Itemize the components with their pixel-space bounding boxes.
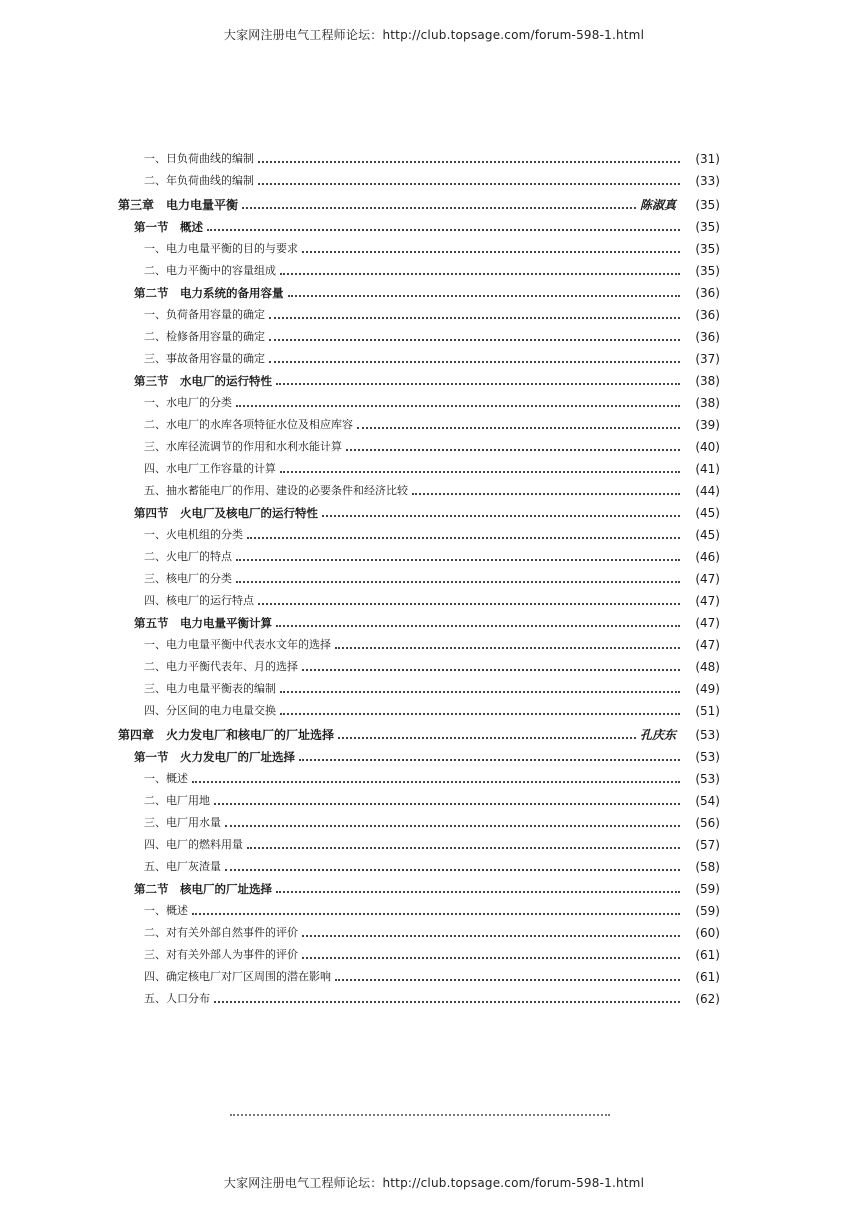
- dot-leader: [192, 907, 680, 915]
- toc-entry-title: 第二节 电力系统的备用容量: [134, 286, 284, 300]
- toc-entry-item: [118, 454, 720, 476]
- toc-entry-title: 五、电厂灰渣量: [144, 860, 221, 873]
- toc-entry-page-number: (49): [695, 682, 720, 696]
- toc-entry-section: [118, 874, 720, 896]
- toc-entry-item: [118, 786, 720, 808]
- toc-entry-item: [118, 476, 720, 498]
- toc-entry-section: [118, 608, 720, 630]
- toc-entry-item: [118, 144, 720, 166]
- toc-entry-page-number: (40): [695, 440, 720, 454]
- toc-entry-title: 五、抽水蓄能电厂的作用、建设的必要条件和经济比较: [144, 484, 408, 497]
- toc-entry-title: 第四章 火力发电厂和核电厂的厂址选择: [118, 728, 335, 742]
- toc-entry-page-number: (37): [695, 352, 720, 366]
- toc-entry-title: 三、电力电量平衡表的编制: [144, 682, 276, 695]
- toc-entry-page-number: (51): [695, 704, 720, 718]
- toc-entry-title: 三、对有关外部人为事件的评价: [144, 948, 298, 961]
- toc-entry-page-number: (47): [695, 594, 720, 608]
- toc-entry-item: [118, 984, 720, 1006]
- toc-entry-item: [118, 410, 720, 432]
- toc-entry-page-number: (35): [695, 264, 720, 278]
- toc-entry-page-number: (48): [695, 660, 720, 674]
- dot-leader: [280, 465, 680, 473]
- toc-entry-page-number: (56): [695, 816, 720, 830]
- toc-entry-item: [118, 896, 720, 918]
- toc-entry-item: [118, 256, 720, 278]
- dot-leader: [225, 819, 680, 827]
- dot-leader: [258, 177, 680, 185]
- dot-leader: [299, 753, 680, 761]
- table-of-contents: [118, 144, 720, 1006]
- toc-entry-title: 四、电厂的燃料用量: [144, 838, 243, 851]
- dot-leader: [335, 973, 680, 981]
- toc-entry-page-number: (57): [695, 838, 720, 852]
- toc-entry-item: [118, 764, 720, 786]
- dot-leader: [242, 201, 636, 209]
- toc-entry-item: [118, 542, 720, 564]
- toc-entry-section: [118, 498, 720, 520]
- toc-entry-page-number: (53): [695, 772, 720, 786]
- toc-entry-page-number: (53): [695, 728, 720, 742]
- toc-entry-title: 二、检修备用容量的确定: [144, 330, 265, 343]
- toc-entry-page-number: (44): [695, 484, 720, 498]
- dot-leader: [258, 597, 680, 605]
- dot-leader: [207, 223, 680, 231]
- toc-entry-title: 三、水库径流调节的作用和水利水能计算: [144, 440, 342, 453]
- toc-entry-page-number: (36): [695, 286, 720, 300]
- toc-entry-item: [118, 166, 720, 188]
- toc-entry-section: [118, 366, 720, 388]
- toc-entry-page-number: (60): [695, 926, 720, 940]
- dot-leader: [280, 707, 680, 715]
- toc-entry-item: [118, 586, 720, 608]
- toc-entry-page-number: (46): [695, 550, 720, 564]
- toc-entry-page-number: (53): [695, 750, 720, 764]
- toc-entry-section: [118, 278, 720, 300]
- toc-entry-item: [118, 322, 720, 344]
- toc-entry-page-number: (59): [695, 904, 720, 918]
- dot-leader: [236, 553, 680, 561]
- dot-leader: [236, 399, 680, 407]
- toc-entry-item: [118, 696, 720, 718]
- toc-entry-item: [118, 918, 720, 940]
- toc-entry-page-number: (35): [695, 242, 720, 256]
- toc-entry-page-number: (62): [695, 992, 720, 1006]
- toc-entry-item: [118, 432, 720, 454]
- toc-entry-title: 二、电力平衡中的容量组成: [144, 264, 276, 277]
- toc-entry-chapter: [118, 718, 720, 742]
- dot-leader: [302, 663, 680, 671]
- toc-entry-item: [118, 300, 720, 322]
- toc-entry-page-number: (47): [695, 616, 720, 630]
- toc-entry-title: 四、水电厂工作容量的计算: [144, 462, 276, 475]
- dot-leader: [335, 641, 680, 649]
- dot-leader: [302, 929, 680, 937]
- toc-entry-title: 一、火电机组的分类: [144, 528, 243, 541]
- dot-leader: [276, 377, 680, 385]
- toc-entry-title: 四、确定核电厂对厂区周围的潜在影响: [144, 970, 331, 983]
- toc-entry-title: 第一节 火力发电厂的厂址选择: [134, 750, 295, 764]
- toc-entry-section: [118, 212, 720, 234]
- toc-entry-page-number: (31): [695, 152, 720, 166]
- toc-entry-title: 五、人口分布: [144, 992, 210, 1005]
- toc-entry-item: [118, 852, 720, 874]
- page-footer-watermark: 大家网注册电气工程师论坛：http://club.topsage.com/forum-598-1.html: [223, 1176, 645, 1190]
- toc-entry-title: 一、电力电量平衡的目的与要求: [144, 242, 298, 255]
- toc-entry-title: 一、水电厂的分类: [144, 396, 232, 409]
- toc-entry-item: [118, 520, 720, 542]
- toc-entry-title: 第一节 概述: [134, 220, 203, 234]
- dot-leader: [280, 267, 680, 275]
- toc-entry-title: 四、核电厂的运行特点: [144, 594, 254, 607]
- toc-entry-title: 二、年负荷曲线的编制: [144, 174, 254, 187]
- toc-entry-title: 四、分区间的电力电量交换: [144, 704, 276, 717]
- toc-entry-title: 一、概述: [144, 904, 188, 917]
- toc-entry-title: 三、核电厂的分类: [144, 572, 232, 585]
- dot-leader: [276, 619, 680, 627]
- dot-leader: [302, 951, 680, 959]
- toc-entry-page-number: (39): [695, 418, 720, 432]
- toc-entry-page-number: (45): [695, 506, 720, 520]
- toc-entry-item: [118, 388, 720, 410]
- toc-entry-page-number: (38): [695, 374, 720, 388]
- toc-entry-title: 三、电厂用水量: [144, 816, 221, 829]
- toc-entry-author: 陈淑真: [639, 198, 676, 212]
- toc-entry-title: 三、事故备用容量的确定: [144, 352, 265, 365]
- toc-entry-title: 第四节 火电厂及核电厂的运行特性: [134, 506, 318, 520]
- toc-entry-title: 一、概述: [144, 772, 188, 785]
- toc-entry-page-number: (61): [695, 970, 720, 984]
- toc-entry-page-number: (33): [695, 174, 720, 188]
- dot-leader: [247, 841, 680, 849]
- dot-leader: [214, 797, 680, 805]
- dot-leader: [322, 509, 680, 517]
- dot-leader: [412, 487, 680, 495]
- toc-entry-title: 一、负荷备用容量的确定: [144, 308, 265, 321]
- toc-entry-title: 二、水电厂的水库各项特征水位及相应库容: [144, 418, 353, 431]
- toc-entry-page-number: (54): [695, 794, 720, 808]
- dot-leader: [276, 885, 680, 893]
- dot-leader: [236, 575, 680, 583]
- toc-entry-chapter: [118, 188, 720, 212]
- dot-leader: [269, 333, 680, 341]
- toc-entry-title: 一、电力电量平衡中代表水文年的选择: [144, 638, 331, 651]
- toc-entry-title: 二、火电厂的特点: [144, 550, 232, 563]
- toc-entry-page-number: (59): [695, 882, 720, 896]
- toc-entry-item: [118, 234, 720, 256]
- toc-entry-page-number: (47): [695, 572, 720, 586]
- dot-leader: [288, 289, 681, 297]
- toc-entry-page-number: (38): [695, 396, 720, 410]
- toc-entry-item: [118, 674, 720, 696]
- toc-entry-title: 一、日负荷曲线的编制: [144, 152, 254, 165]
- dot-leader: [269, 355, 680, 363]
- toc-entry-title: 二、电力平衡代表年、月的选择: [144, 660, 298, 673]
- toc-entry-title: 第二节 核电厂的厂址选择: [134, 882, 272, 896]
- bottom-divider: [230, 1114, 610, 1116]
- toc-entry-item: [118, 564, 720, 586]
- toc-entry-title: 第三节 水电厂的运行特性: [134, 374, 272, 388]
- toc-entry-title: 二、对有关外部自然事件的评价: [144, 926, 298, 939]
- page-header-watermark: 大家网注册电气工程师论坛：http://club.topsage.com/forum-598-1.html: [223, 28, 645, 42]
- dot-leader: [269, 311, 680, 319]
- toc-entry-page-number: (35): [695, 220, 720, 234]
- dot-leader: [302, 245, 680, 253]
- toc-entry-author: 孔庆东: [639, 728, 676, 742]
- toc-entry-section: [118, 742, 720, 764]
- toc-entry-item: [118, 940, 720, 962]
- toc-entry-page-number: (47): [695, 638, 720, 652]
- toc-entry-page-number: (41): [695, 462, 720, 476]
- toc-entry-page-number: (36): [695, 308, 720, 322]
- dot-leader: [357, 421, 680, 429]
- toc-entry-page-number: (58): [695, 860, 720, 874]
- dot-leader: [247, 531, 680, 539]
- dot-leader: [280, 685, 680, 693]
- toc-entry-page-number: (35): [695, 198, 720, 212]
- toc-entry-item: [118, 962, 720, 984]
- toc-entry-item: [118, 344, 720, 366]
- toc-entry-title: 第五节 电力电量平衡计算: [134, 616, 272, 630]
- toc-entry-item: [118, 652, 720, 674]
- dot-leader: [192, 775, 680, 783]
- toc-entry-page-number: (36): [695, 330, 720, 344]
- toc-entry-item: [118, 830, 720, 852]
- dot-leader: [225, 863, 680, 871]
- dot-leader: [214, 995, 680, 1003]
- dot-leader: [338, 731, 636, 739]
- toc-entry-item: [118, 808, 720, 830]
- toc-entry-item: [118, 630, 720, 652]
- dot-leader: [346, 443, 680, 451]
- toc-entry-page-number: (61): [695, 948, 720, 962]
- toc-entry-title: 二、电厂用地: [144, 794, 210, 807]
- toc-entry-title: 第三章 电力电量平衡: [118, 198, 239, 212]
- toc-entry-page-number: (45): [695, 528, 720, 542]
- dot-leader: [258, 155, 680, 163]
